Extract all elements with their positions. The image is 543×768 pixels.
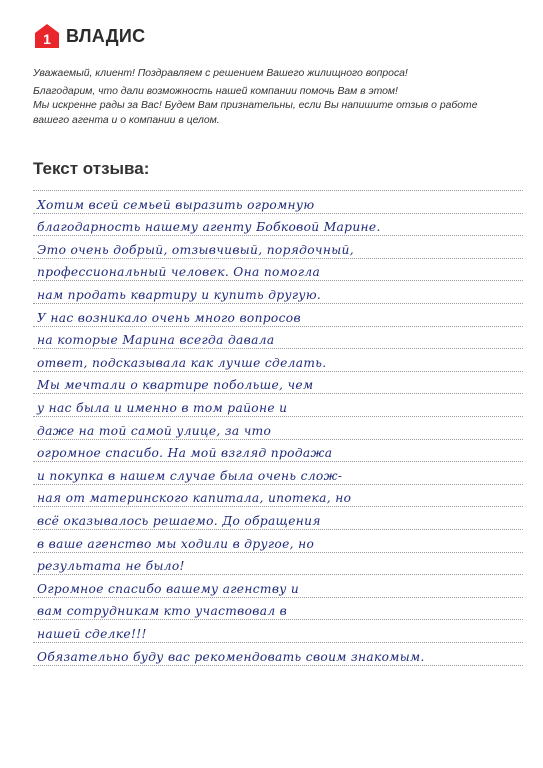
handwritten-line: на которые Марина всегда давала <box>37 333 275 348</box>
ruled-line <box>33 348 523 349</box>
ruled-line <box>33 619 523 620</box>
review-title: Текст отзыва: <box>33 159 150 178</box>
intro-request-cont: вашего агента и о компании в целом. <box>33 114 220 126</box>
handwritten-line: Обязательно буду вас рекомендовать своим знакомым. <box>37 649 425 664</box>
handwritten-line: Хотим всей семьей выразить огромную <box>37 197 315 212</box>
logo-text: ВЛАДИС <box>66 25 146 46</box>
ruled-line <box>33 326 523 327</box>
handwritten-line: ответ, подсказывала как лучше сделать. <box>37 355 327 370</box>
handwritten-line: У нас возникало очень много вопросов <box>37 310 301 325</box>
ruled-line <box>33 393 523 394</box>
handwritten-line: всё оказывалось решаемо. До обращения <box>37 514 321 528</box>
ruled-line <box>33 506 523 507</box>
handwritten-line: и покупка в нашем случае была очень слож- <box>37 468 343 483</box>
ruled-line <box>33 190 523 191</box>
handwritten-line: даже на той самой улице, за что <box>37 423 272 438</box>
handwritten-line: в ваше агенство мы ходили в другое, но <box>37 536 315 551</box>
ruled-line <box>33 461 523 462</box>
intro-thanks: Благодарим, что дали возможность нашей компании помочь Вам в этом! <box>33 85 398 97</box>
logo <box>33 20 145 52</box>
ruled-line <box>33 529 523 530</box>
handwritten-line: благодарность нашему агенту Бобковой Марине. <box>37 220 381 235</box>
handwritten-line: нам продать квартиру и купить другую. <box>37 288 322 302</box>
handwritten-line: у нас была и именно в том районе и <box>37 401 288 415</box>
handwritten-line: огромное спасибо. На мой взгляд продажа <box>37 446 333 461</box>
ruled-line <box>33 303 523 304</box>
ruled-line <box>33 280 523 281</box>
intro-greeting: Уважаемый, клиент! Поздравляем с решением Вашего жилищного вопроса! <box>33 68 408 79</box>
handwritten-line: ная от материнского капитала, ипотека, но <box>37 491 352 506</box>
ruled-line <box>33 439 523 440</box>
logo-badge-number: 1 <box>43 31 51 47</box>
handwritten-line: вам сотрудникам кто участвовал в <box>37 604 288 619</box>
handwritten-line: Мы мечтали о квартире побольше, чем <box>37 378 314 393</box>
ruled-line <box>33 371 523 372</box>
intro-text <box>33 67 523 128</box>
house-logo-icon <box>33 22 61 50</box>
ruled-line <box>33 416 523 417</box>
ruled-line <box>33 597 523 598</box>
ruled-line <box>33 552 523 553</box>
ruled-line <box>33 574 523 575</box>
handwritten-line: нашей сделке!!! <box>37 627 147 641</box>
ruled-line <box>33 235 523 236</box>
handwritten-line: результата не было! <box>37 559 185 574</box>
ruled-line <box>33 258 523 259</box>
ruled-line <box>33 665 523 666</box>
handwritten-line: Это очень добрый, отзывчивый, порядочный, <box>37 242 354 257</box>
ruled-line <box>33 484 523 485</box>
ruled-line <box>33 213 523 214</box>
handwritten-line: Огромное спасибо вашему агенству и <box>37 581 300 596</box>
ruled-line <box>33 642 523 643</box>
handwritten-line: профессиональный человек. Она помогла <box>37 265 321 280</box>
intro-request: Мы искренне рады за Вас! Будем Вам признательны, если Вы напишите отзыв о работе <box>33 100 478 111</box>
